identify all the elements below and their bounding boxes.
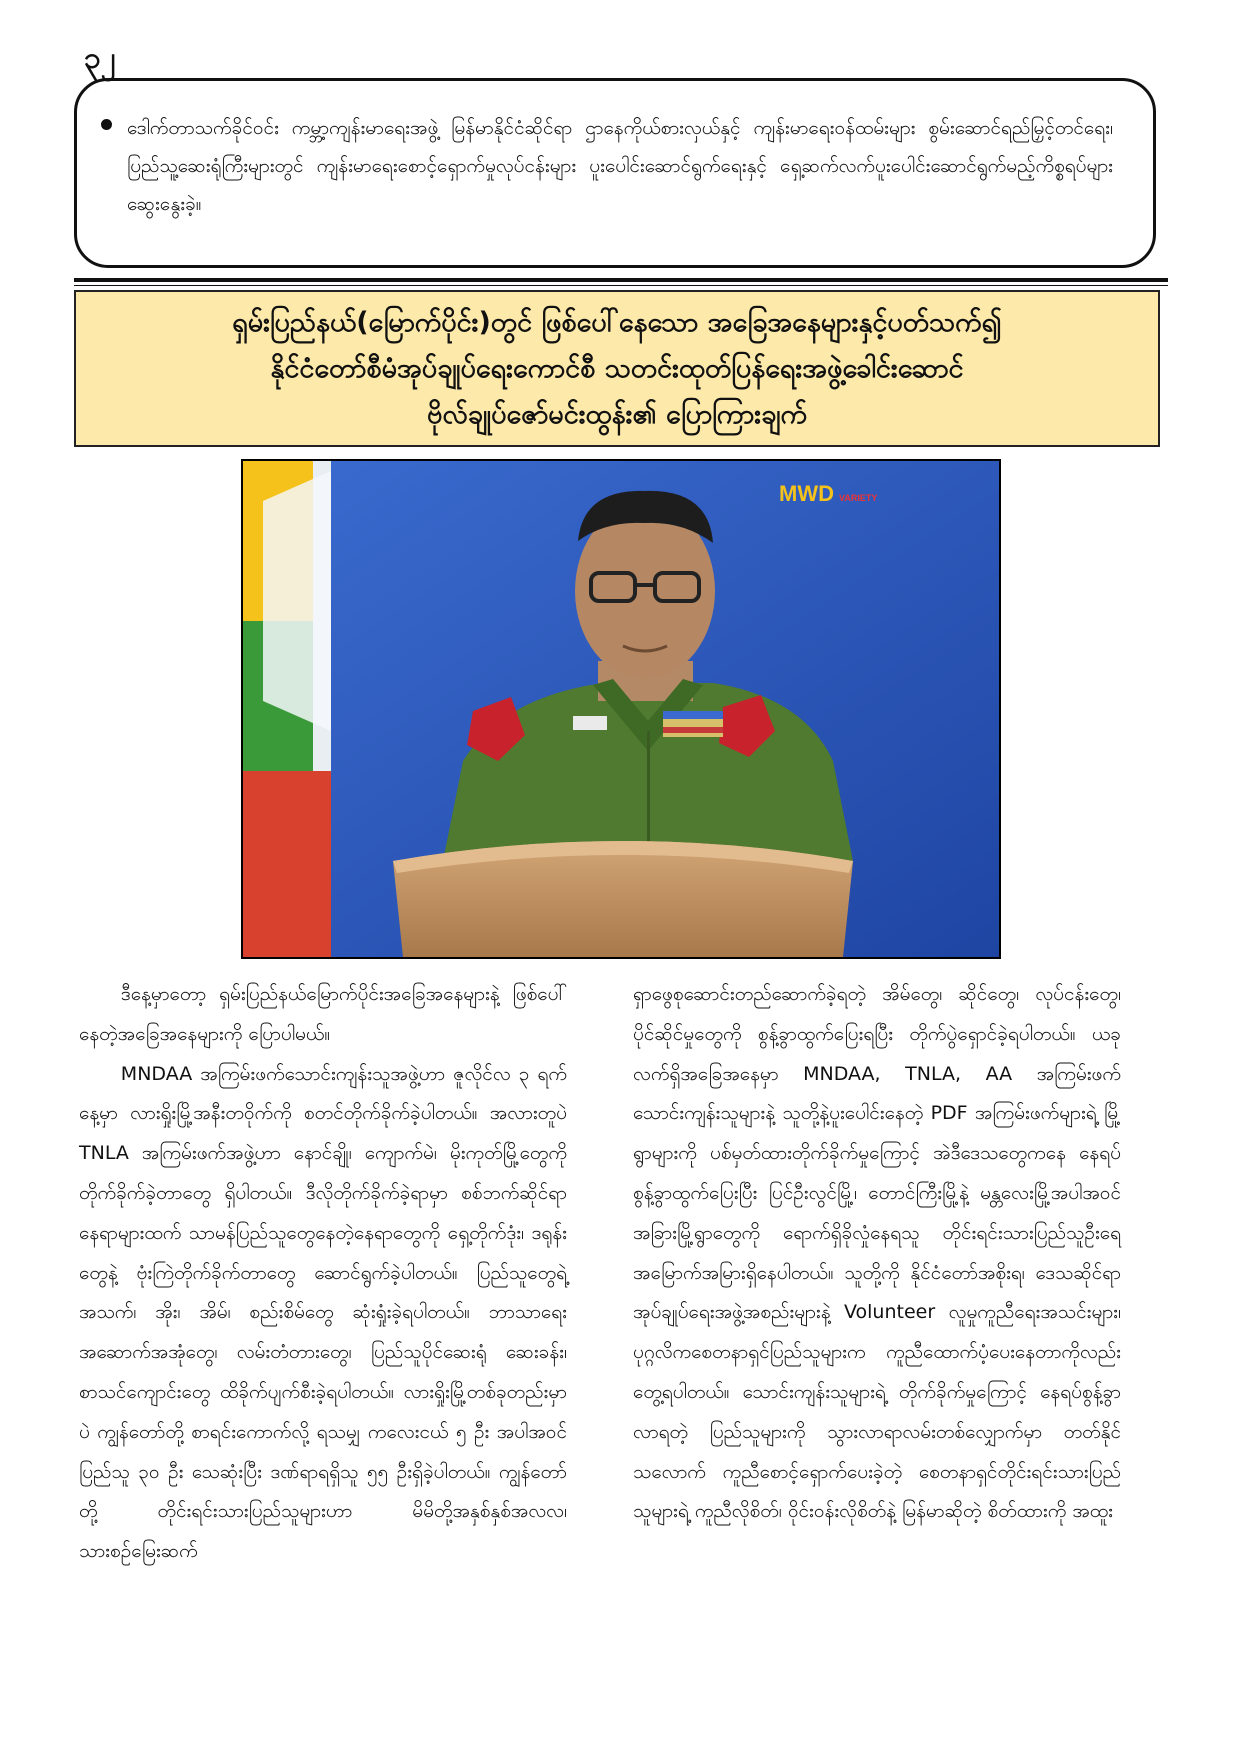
body-column-right xyxy=(633,975,1121,1532)
headline-line-2: နိုင်ငံတော်စီမံအုပ်ချုပ်ရေးကောင်စီ သတင်းထုတ်ပြန်ရေးအဖွဲ့ခေါင်းဆောင် xyxy=(270,352,964,384)
body-paragraph-1: ဒီနေ့မှာတော့ ရှမ်းပြည်နယ်မြောက်ပိုင်းအခြေအနေများနဲ့ ဖြစ်ပေါ်နေတဲ့အခြေအနေများကို ပြောပါမယ်။ xyxy=(79,983,567,1045)
bullet-text: ဒေါက်တာသက်ခိုင်ဝင်း ကမ္ဘာ့ကျန်းမာရေးအဖွဲ့ မြန်မာနိုင်ငံဆိုင်ရာ ဌာနေကိုယ်စားလှယ်နှင့် ကျန်းမာရေးဝန်ထမ်းများ စွမ်းဆောင်ရည်မြှင့်တင်ရေး၊ ပြည်သူ့ဆေးရုံကြီးများတွင် ကျန်းမာရေးစောင့်ရှောက်မှုလုပ်ငန်းများ ပူးပေါင်းဆောင်ရွက်ရေးနှင့် ရှေ့ဆက်လက်ပူးပေါင်းဆောင်ရွက်မည့်ကိစ္စရပ်များ ဆွေးနွေးခဲ့။ xyxy=(127,117,1113,215)
headline-box xyxy=(74,290,1160,447)
bullet-box xyxy=(74,78,1156,268)
flag-graphic xyxy=(243,461,331,957)
page-number: ၃၂ xyxy=(84,41,116,76)
headline-line-3: ဗိုလ်ချုပ်ဇော်မင်းထွန်း၏ ပြောကြားချက် xyxy=(427,398,807,430)
logo-text: MWD xyxy=(779,481,834,506)
headline-line-1: ရှမ်းပြည်နယ်(မြောက်ပိုင်း)တွင် ဖြစ်ပေါ်နေသော အခြေအနေများနှင့်ပတ်သက်၍ xyxy=(232,306,1002,338)
logo-subtext: VARIETY xyxy=(839,493,878,503)
section-divider xyxy=(74,278,1168,282)
section-divider-thin xyxy=(74,285,1168,286)
body-column-left xyxy=(79,975,567,1572)
body-paragraph-3: ရှာဖွေစုဆောင်းတည်ဆောက်ခဲ့ရတဲ့ အိမ်တွေ၊ ဆိုင်တွေ၊ လုပ်ငန်းတွေ၊ ပိုင်ဆိုင်မှုတွေကို စွန့်ခွာထွက်ပြေးရပြီး တိုက်ပွဲရှောင်ခဲ့ရပါတယ်။ ယခု လက်ရှိအခြေအနေမှာ MNDAA, TNLA, AA အကြမ်းဖက်သောင်းကျန်းသူများနဲ့ သူတို့နဲ့ပူးပေါင်းနေတဲ့ PDF အကြမ်းဖက်များရဲ့ မြို့ရွာများကို ပစ်မှတ်ထားတိုက်ခိုက်မှုကြောင့် အဲဒီဒေသတွေကနေ နေရပ်စွန့်ခွာထွက်ပြေးပြီး ပြင်ဦးလွင်မြို့၊ တောင်ကြီးမြို့နဲ့ မန္တလေးမြို့အပါအဝင် အခြားမြို့ရွာတွေကို ရောက်ရှိခိုလှုံနေရသူ တိုင်းရင်းသားပြည်သူဦးရေ အမြောက်အမြားရှိနေပါတယ်။ သူတို့ကို နိုင်ငံတော်အစိုးရ၊ ဒေသဆိုင်ရာ အုပ်ချုပ်ရေးအဖွဲ့အစည်းများနဲ့ Volunteer လူမှုကူညီရေးအသင်းများ၊ ပုဂ္ဂလိကစေတနာရှင်ပြည်သူများက ကူညီထောက်ပံ့ပေးနေတာကိုလည်း တွေ့ရပါတယ်။ သောင်းကျန်းသူများရဲ့ တိုက်ခိုက်မှုကြောင့် နေရပ်စွန့်ခွာလာရတဲ့ ပြည်သူများကို သွားလာရာလမ်းတစ်လျှောက်မှာ တတ်နိုင်သလောက် ကူညီစောင့်ရှောက်ပေးခဲ့တဲ့ စေတနာရှင်တိုင်းရင်းသားပြည်သူများရဲ့ ကူညီလိုစိတ်၊ ဝိုင်းဝန်းလိုစိတ်နဲ့ မြန်မာဆိုတဲ့ စိတ်ထားကို အထူး xyxy=(633,983,1121,1523)
bullet-point-icon xyxy=(101,119,112,130)
news-photo xyxy=(241,459,1001,959)
body-paragraph-2: MNDAA အကြမ်းဖက်သောင်းကျန်းသူအဖွဲ့ဟာ ဇူလိုင်လ ၃ ရက်နေ့မှာ လားရှိုးမြို့အနီးတဝိုက်ကို စတင်တိုက်ခိုက်ခဲ့ပါတယ်။ အလားတူပဲ TNLA အကြမ်းဖက်အဖွဲ့ဟာ နောင်ချို၊ ကျောက်မဲ၊ မိုးကုတ်မြို့တွေကို တိုက်ခိုက်ခဲ့တာတွေ ရှိပါတယ်။ ဒီလိုတိုက်ခိုက်ခဲ့ရာမှာ စစ်ဘက်ဆိုင်ရာနေရာများထက် သာမန်ပြည်သူတွေနေတဲ့နေရာတွေကို ရှေ့တိုက်ဒုံး၊ ဒရုန်းတွေနဲ့ ဗုံးကြဲတိုက်ခိုက်တာတွေ ဆောင်ရွက်ခဲ့ပါတယ်။ ပြည်သူတွေရဲ့ အသက်၊ အိုး၊ အိမ်၊ စည်းစိမ်တွေ ဆုံးရှုံးခဲ့ရပါတယ်။ ဘာသာရေးအဆောက်အအုံတွေ၊ လမ်းတံတားတွေ၊ ပြည်သူပိုင်ဆေးရုံ ဆေးခန်း၊ စာသင်ကျောင်းတွေ ထိခိုက်ပျက်စီးခဲ့ရပါတယ်။ လားရှိုးမြို့တစ်ခုတည်းမှာပဲ ကျွန်တော်တို့ စာရင်းကောက်လို့ ရသမျှ ကလေးငယ် ၅ ဦး အပါအဝင် ပြည်သူ ၃၀ ဦး သေဆုံးပြီး ဒဏ်ရာရရှိသူ ၅၅ ဦးရှိခဲ့ပါတယ်။ ကျွန်တော်တို့ တိုင်းရင်းသားပြည်သူများဟာ မိမိတို့အနှစ်နှစ်အလလ၊ သားစဉ်မြေးဆက် xyxy=(79,1062,567,1563)
